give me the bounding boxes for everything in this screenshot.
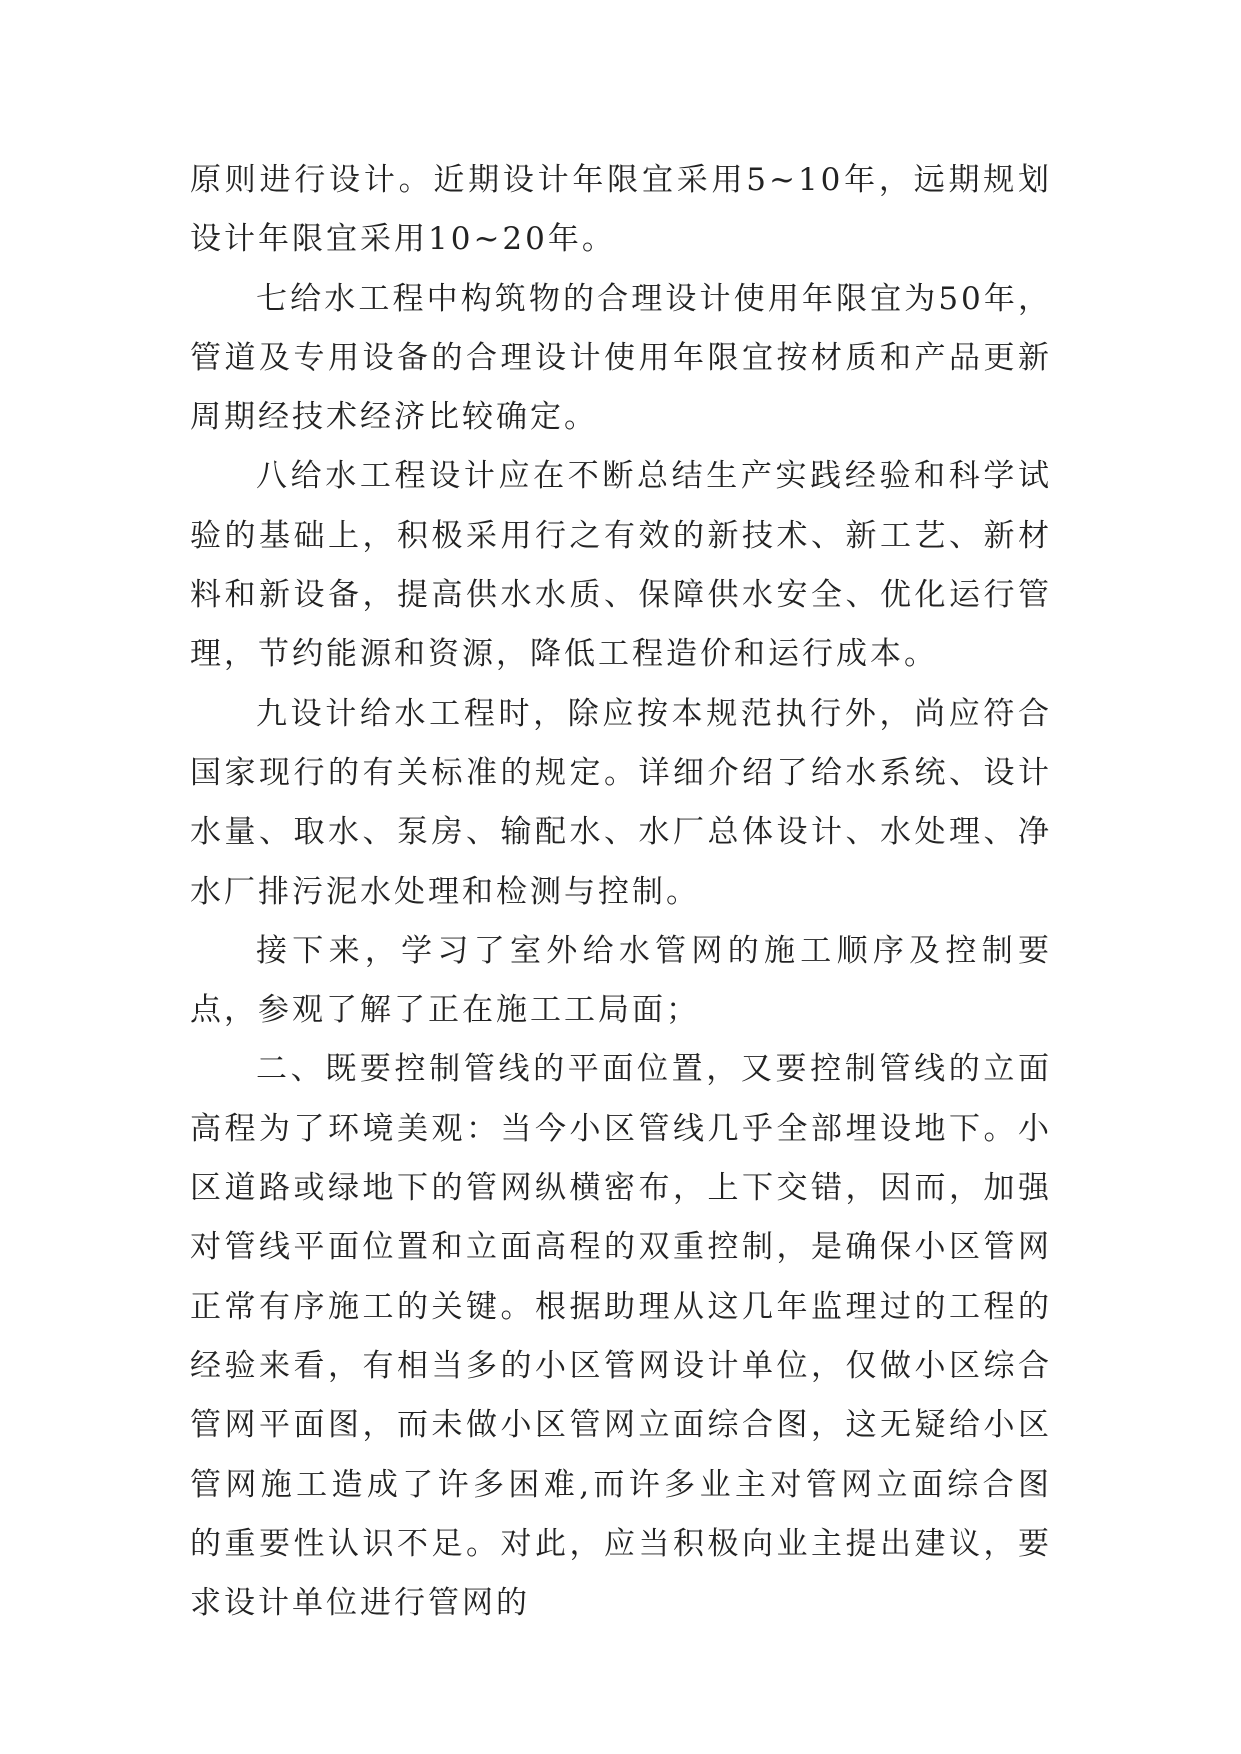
- paragraph-item-eight: 八给水工程设计应在不断总结生产实践经验和科学试验的基础上，积极采用行之有效的新技术、新工艺、新材料和新设备，提高供水水质、保障供水安全、优化运行管理，节约能源和资源，降低工程造价和运行成本。: [190, 458, 1052, 673]
- paragraph-construction-sequence: 接下来，学习了室外给水管网的施工顺序及控制要点，参观了解了正在施工工局面；: [190, 932, 1052, 1029]
- paragraph-section-two: 二、既要控制管线的平面位置，又要控制管线的立面高程为了环境美观：当今小区管线几乎全部埋设地下。小区道路或绿地下的管网纵横密布，上下交错，因而，加强对管线平面位置和立面高程的双重控制，是确保小区管网正常有序施工的关键。根据助理从这几年监理过的工程的经验来看，有相当多的小区管网设计单位，仅做小区综合管网平面图，而未做小区管网立面综合图，这无疑给小区管网施工造成了许多困难,而许多业主对管网立面综合图的重要性认识不足。对此，应当积极向业主提出建议，要求设计单位进行管网的: [190, 1051, 1052, 1622]
- paragraph-item-nine: 九设计给水工程时，除应按本规范执行外，尚应符合国家现行的有关标准的规定。详细介绍了给水系统、设计水量、取水、泵房、输配水、水厂总体设计、水处理、净水厂排污泥水处理和检测与控制。: [190, 695, 1052, 910]
- document-body: [190, 151, 1052, 1633]
- paragraph-design-years: 原则进行设计。近期设计年限宜采用5~10年，远期规划设计年限宜采用10~20年。: [190, 162, 1052, 258]
- paragraph-item-seven: 七给水工程中构筑物的合理设计使用年限宜为50年，管道及专用设备的合理设计使用年限宜按材质和产品更新周期经技术经济比较确定。: [190, 280, 1052, 436]
